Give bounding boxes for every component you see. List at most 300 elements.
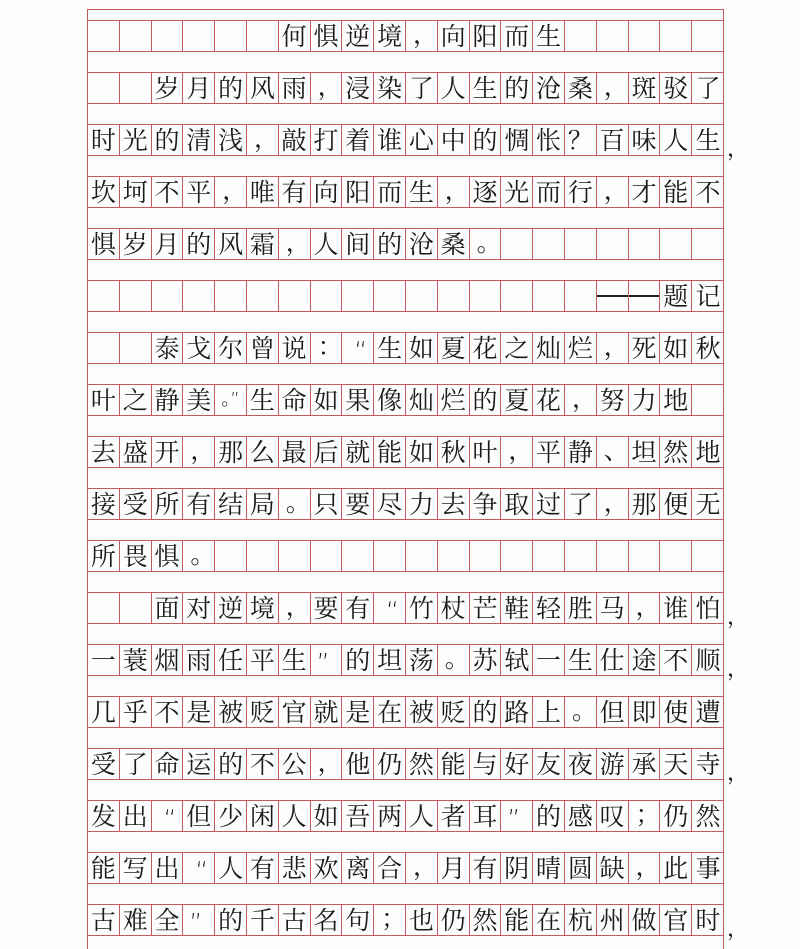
character-cell: 仍	[438, 905, 470, 935]
character-cell: 人	[311, 229, 343, 259]
character-cell: 染	[374, 73, 406, 103]
character-cell: “	[342, 333, 374, 363]
character-cell: 之	[501, 333, 533, 363]
character-cell: 受	[120, 489, 152, 519]
character-cell: 如	[406, 437, 438, 467]
text-row	[88, 592, 724, 624]
character-cell: 惧	[311, 21, 343, 51]
text-row	[88, 644, 724, 676]
character-cell: 好	[501, 749, 533, 779]
character-cell: 耳	[470, 801, 502, 831]
empty-cell	[279, 541, 311, 571]
character-cell: 打	[311, 125, 343, 155]
character-cell: 的	[470, 697, 502, 727]
character-cell: 有	[247, 853, 279, 883]
character-cell: 谁	[374, 125, 406, 155]
character-cell: 出	[120, 801, 152, 831]
empty-cell	[342, 541, 374, 571]
character-cell: 千	[247, 905, 279, 935]
character-cell: 有	[183, 489, 215, 519]
character-cell: ，	[311, 73, 343, 103]
character-cell: 阳	[342, 177, 374, 207]
character-cell: 不	[152, 697, 184, 727]
dash-cell	[597, 281, 629, 311]
character-cell: 的	[152, 125, 184, 155]
character-cell: 游	[597, 749, 629, 779]
character-cell: 两	[374, 801, 406, 831]
character-cell: 秋	[695, 333, 721, 363]
empty-cell	[374, 281, 406, 311]
empty-cell	[120, 333, 152, 363]
character-cell: 仍	[374, 749, 406, 779]
empty-cell	[374, 541, 406, 571]
character-cell: 局	[247, 489, 279, 519]
character-cell: 中	[438, 125, 470, 155]
character-cell: 上	[533, 697, 565, 727]
character-cell: 发	[88, 801, 120, 831]
character-cell: 怕	[695, 593, 721, 623]
character-cell: 鞋	[501, 593, 533, 623]
empty-cell	[565, 541, 597, 571]
character-cell: 使	[660, 697, 692, 727]
character-cell: 了	[565, 489, 597, 519]
character-cell: 夏	[501, 385, 533, 415]
empty-cell	[152, 21, 184, 51]
character-cell: ，	[279, 593, 311, 623]
character-cell: ，	[279, 229, 311, 259]
character-cell: 么	[247, 437, 279, 467]
empty-cell	[565, 229, 597, 259]
character-cell: 悲	[279, 853, 311, 883]
character-cell: 就	[342, 437, 374, 467]
character-cell: 尔	[215, 333, 247, 363]
character-cell: 友	[533, 749, 565, 779]
text-row	[88, 280, 724, 312]
character-cell: ，	[406, 21, 438, 51]
character-cell: ，	[629, 853, 661, 883]
character-cell: 畏	[120, 541, 152, 571]
dash-cell	[629, 281, 661, 311]
character-cell: ，	[215, 177, 247, 207]
character-cell: 句	[342, 905, 374, 935]
character-cell: 霜	[247, 229, 279, 259]
character-cell: 闲	[247, 801, 279, 831]
empty-cell	[120, 281, 152, 311]
character-cell: 阴	[501, 853, 533, 883]
character-cell: 少	[215, 801, 247, 831]
character-cell: 生	[695, 125, 721, 155]
character-cell: 如	[311, 385, 343, 415]
character-cell: ，	[438, 177, 470, 207]
empty-cell	[629, 229, 661, 259]
character-cell: 逆	[342, 21, 374, 51]
character-cell: 人	[406, 801, 438, 831]
character-cell: 何	[279, 21, 311, 51]
character-cell: 心	[406, 125, 438, 155]
character-cell: 轻	[533, 593, 565, 623]
character-cell: 力	[406, 489, 438, 519]
character-cell: 灿	[406, 385, 438, 415]
character-cell: 所	[88, 541, 120, 571]
character-cell: 感	[565, 801, 597, 831]
character-cell: 是	[342, 697, 374, 727]
character-cell: 然	[660, 437, 692, 467]
character-cell: 叹	[597, 801, 629, 831]
character-cell: ”	[311, 645, 343, 675]
character-cell: 月	[152, 229, 184, 259]
character-cell: 后	[311, 437, 343, 467]
empty-cell	[88, 281, 120, 311]
character-cell: 桑	[438, 229, 470, 259]
character-cell: 岁	[152, 73, 184, 103]
text-row	[88, 384, 724, 416]
character-cell: 了	[695, 73, 721, 103]
character-cell: 逆	[215, 593, 247, 623]
character-cell: 古	[88, 905, 120, 935]
character-cell: 惧	[88, 229, 120, 259]
character-cell: 阳	[470, 21, 502, 51]
character-cell: 然	[695, 801, 721, 831]
character-cell: ，	[597, 489, 629, 519]
character-cell: 的	[342, 645, 374, 675]
character-cell: 。	[565, 697, 597, 727]
empty-cell	[215, 21, 247, 51]
character-cell: 苏	[470, 645, 502, 675]
character-cell: 轼	[501, 645, 533, 675]
character-cell: 杭	[565, 905, 597, 935]
character-cell: 缺	[597, 853, 629, 883]
text-row	[88, 124, 724, 156]
character-cell: 行	[565, 177, 597, 207]
text-row	[88, 488, 724, 520]
character-cell: 生	[247, 385, 279, 415]
empty-cell	[311, 541, 343, 571]
character-cell: 寺	[695, 749, 721, 779]
character-cell: 也	[406, 905, 438, 935]
character-cell: ，	[247, 125, 279, 155]
empty-cell	[438, 541, 470, 571]
empty-cell	[279, 281, 311, 311]
character-cell: 浸	[342, 73, 374, 103]
character-cell: 努	[597, 385, 629, 415]
character-cell: 惧	[152, 541, 184, 571]
text-row	[88, 748, 724, 780]
empty-cell	[215, 541, 247, 571]
character-cell: 最	[279, 437, 311, 467]
empty-cell	[629, 21, 661, 51]
character-cell: 州	[597, 905, 629, 935]
character-cell: 如	[311, 801, 343, 831]
character-cell: 过	[533, 489, 565, 519]
character-cell: 的	[533, 801, 565, 831]
character-cell: 地	[695, 437, 721, 467]
character-cell: 去	[88, 437, 120, 467]
empty-cell	[692, 385, 724, 415]
empty-cell	[120, 73, 152, 103]
character-cell: 不	[247, 749, 279, 779]
character-cell: 合	[374, 853, 406, 883]
character-cell: 能	[374, 437, 406, 467]
character-cell: 但	[183, 801, 215, 831]
character-cell: 芒	[470, 593, 502, 623]
character-cell: 吾	[342, 801, 374, 831]
empty-cell	[565, 281, 597, 311]
character-cell: 烟	[152, 645, 184, 675]
character-cell: 谁	[660, 593, 692, 623]
empty-cell	[629, 541, 661, 571]
character-cell: 贬	[438, 697, 470, 727]
character-cell: 。	[470, 229, 502, 259]
character-cell: 受	[88, 749, 120, 779]
character-cell: 境	[374, 21, 406, 51]
character-cell: 只	[311, 489, 343, 519]
empty-cell	[660, 21, 692, 51]
character-cell: 的	[470, 385, 502, 415]
character-cell: 的	[215, 73, 247, 103]
character-cell: 他	[342, 749, 374, 779]
character-cell: 命	[279, 385, 311, 415]
character-cell: 秋	[438, 437, 470, 467]
empty-cell	[88, 73, 120, 103]
empty-cell	[342, 281, 374, 311]
character-cell: 惆	[501, 125, 533, 155]
character-cell: 月	[438, 853, 470, 883]
character-cell: 离	[342, 853, 374, 883]
character-cell: 着	[342, 125, 374, 155]
empty-cell	[247, 281, 279, 311]
character-cell: 叶	[470, 437, 502, 467]
character-cell: 胜	[565, 593, 597, 623]
character-cell: 间	[342, 229, 374, 259]
character-cell: 人	[660, 125, 692, 155]
character-cell: 。	[438, 645, 470, 675]
character-cell: 了	[120, 749, 152, 779]
empty-cell	[88, 333, 120, 363]
character-cell: 平	[183, 177, 215, 207]
character-cell: 全	[152, 905, 184, 935]
empty-cell	[692, 21, 724, 51]
character-cell: ，	[597, 177, 629, 207]
character-cell: 不	[152, 177, 184, 207]
character-cell: 晴	[533, 853, 565, 883]
empty-cell	[533, 281, 565, 311]
character-cell: 能	[501, 905, 533, 935]
character-cell: 月	[183, 73, 215, 103]
character-cell: 曾	[247, 333, 279, 363]
character-cell: 人	[438, 73, 470, 103]
character-cell: 在	[533, 905, 565, 935]
character-cell: 泰	[152, 333, 184, 363]
empty-cell	[152, 281, 184, 311]
empty-cell	[183, 21, 215, 51]
character-cell: ：	[311, 333, 343, 363]
character-cell: 命	[152, 749, 184, 779]
character-cell: 、	[597, 437, 629, 467]
character-cell: 雨	[183, 645, 215, 675]
character-cell: 运	[183, 749, 215, 779]
character-cell: 向	[311, 177, 343, 207]
character-cell: 面	[152, 593, 184, 623]
character-cell: 欢	[311, 853, 343, 883]
character-cell: 静	[152, 385, 184, 415]
empty-cell	[247, 21, 279, 51]
empty-cell	[438, 281, 470, 311]
character-cell: 向	[438, 21, 470, 51]
character-cell: 圆	[565, 853, 597, 883]
character-cell: 光	[120, 125, 152, 155]
character-cell: 在	[374, 697, 406, 727]
empty-cell	[692, 229, 724, 259]
character-cell: 争	[470, 489, 502, 519]
character-cell: 公	[279, 749, 311, 779]
character-cell: 有	[342, 593, 374, 623]
character-cell: 美	[183, 385, 215, 415]
character-cell: 荡	[406, 645, 438, 675]
character-cell: ，	[565, 385, 597, 415]
character-cell: 的	[374, 229, 406, 259]
character-cell: 一	[533, 645, 565, 675]
character-cell: ，	[629, 593, 661, 623]
text-row	[88, 696, 724, 728]
character-cell: 雨	[279, 73, 311, 103]
character-cell: 坷	[120, 177, 152, 207]
character-cell: 说	[279, 333, 311, 363]
character-cell: 者	[438, 801, 470, 831]
character-cell: 盛	[120, 437, 152, 467]
character-cell: 花	[533, 385, 565, 415]
empty-cell	[501, 229, 533, 259]
character-cell: ，	[406, 853, 438, 883]
empty-cell	[660, 541, 692, 571]
character-cell: 难	[120, 905, 152, 935]
empty-cell	[470, 541, 502, 571]
character-cell: 烂	[438, 385, 470, 415]
empty-cell	[183, 281, 215, 311]
empty-cell	[88, 21, 120, 51]
character-cell: 官	[279, 697, 311, 727]
character-cell: 被	[215, 697, 247, 727]
character-cell: 岁	[120, 229, 152, 259]
empty-cell	[470, 281, 502, 311]
character-cell: 贬	[247, 697, 279, 727]
character-cell: “	[183, 853, 215, 883]
character-cell: ，	[597, 333, 629, 363]
character-cell: 然	[470, 905, 502, 935]
character-cell: 的	[501, 73, 533, 103]
empty-cell	[406, 281, 438, 311]
character-cell: 有	[470, 853, 502, 883]
character-cell: 沧	[533, 73, 565, 103]
character-cell: 地	[660, 385, 692, 415]
margin-punctuation: ，	[727, 917, 750, 942]
empty-cell	[120, 593, 152, 623]
character-cell: 驳	[660, 73, 692, 103]
character-cell: 生	[374, 333, 406, 363]
character-cell: 。	[279, 489, 311, 519]
character-cell: 名	[311, 905, 343, 935]
character-cell: 结	[215, 489, 247, 519]
character-cell: 夏	[438, 333, 470, 363]
character-cell: 而	[501, 21, 533, 51]
character-cell: 静	[565, 437, 597, 467]
character-cell: 不	[695, 177, 721, 207]
character-cell: 一	[88, 645, 120, 675]
character-cell: 事	[695, 853, 721, 883]
character-cell: 就	[311, 697, 343, 727]
character-cell: 而	[533, 177, 565, 207]
character-cell: 杖	[438, 593, 470, 623]
character-cell: 之	[120, 385, 152, 415]
character-cell: 任	[215, 645, 247, 675]
character-cell: 坎	[88, 177, 120, 207]
dash-stroke	[629, 295, 660, 297]
character-cell: 光	[501, 177, 533, 207]
empty-cell	[88, 593, 120, 623]
character-cell: 能	[660, 177, 692, 207]
character-cell: 不	[660, 645, 692, 675]
character-cell: 有	[279, 177, 311, 207]
text-row	[88, 800, 724, 832]
character-cell: 浅	[215, 125, 247, 155]
character-cell: 了	[406, 73, 438, 103]
character-cell: ，	[183, 437, 215, 467]
character-cell: 的	[215, 905, 247, 935]
character-cell: 逐	[470, 177, 502, 207]
empty-cell	[215, 281, 247, 311]
character-cell: 仍	[660, 801, 692, 831]
character-cell: 遭	[695, 697, 721, 727]
character-cell: 便	[660, 489, 692, 519]
character-cell: 的	[215, 749, 247, 779]
margin-punctuation: ，	[727, 605, 750, 630]
character-cell: 能	[438, 749, 470, 779]
character-cell: 竹	[406, 593, 438, 623]
character-cell: 敲	[279, 125, 311, 155]
character-cell: 烂	[565, 333, 597, 363]
character-cell: 戈	[183, 333, 215, 363]
text-row	[88, 540, 724, 572]
character-cell: 人	[215, 853, 247, 883]
text-row	[88, 72, 724, 104]
character-cell: 平	[247, 645, 279, 675]
title-row	[88, 20, 724, 52]
character-cell: 即	[629, 697, 661, 727]
character-cell: 要	[311, 593, 343, 623]
character-cell: 做	[629, 905, 661, 935]
character-cell: 才	[629, 177, 661, 207]
character-cell: 风	[247, 73, 279, 103]
character-cell: 但	[597, 697, 629, 727]
character-cell: 去	[438, 489, 470, 519]
character-cell: 怅	[533, 125, 565, 155]
character-cell: 百	[597, 125, 629, 155]
character-cell: 题	[660, 281, 692, 311]
character-cell: 灿	[533, 333, 565, 363]
character-cell: 如	[406, 333, 438, 363]
text-row	[88, 852, 724, 884]
character-cell: 几	[88, 697, 120, 727]
character-cell: 接	[88, 489, 120, 519]
empty-cell	[533, 541, 565, 571]
character-cell: 被	[406, 697, 438, 727]
empty-cell	[597, 21, 629, 51]
character-cell: 风	[215, 229, 247, 259]
character-cell: ；	[629, 801, 661, 831]
character-cell: “	[152, 801, 184, 831]
character-cell: 蓑	[120, 645, 152, 675]
character-cell: 然	[406, 749, 438, 779]
character-cell: ”	[183, 905, 215, 935]
